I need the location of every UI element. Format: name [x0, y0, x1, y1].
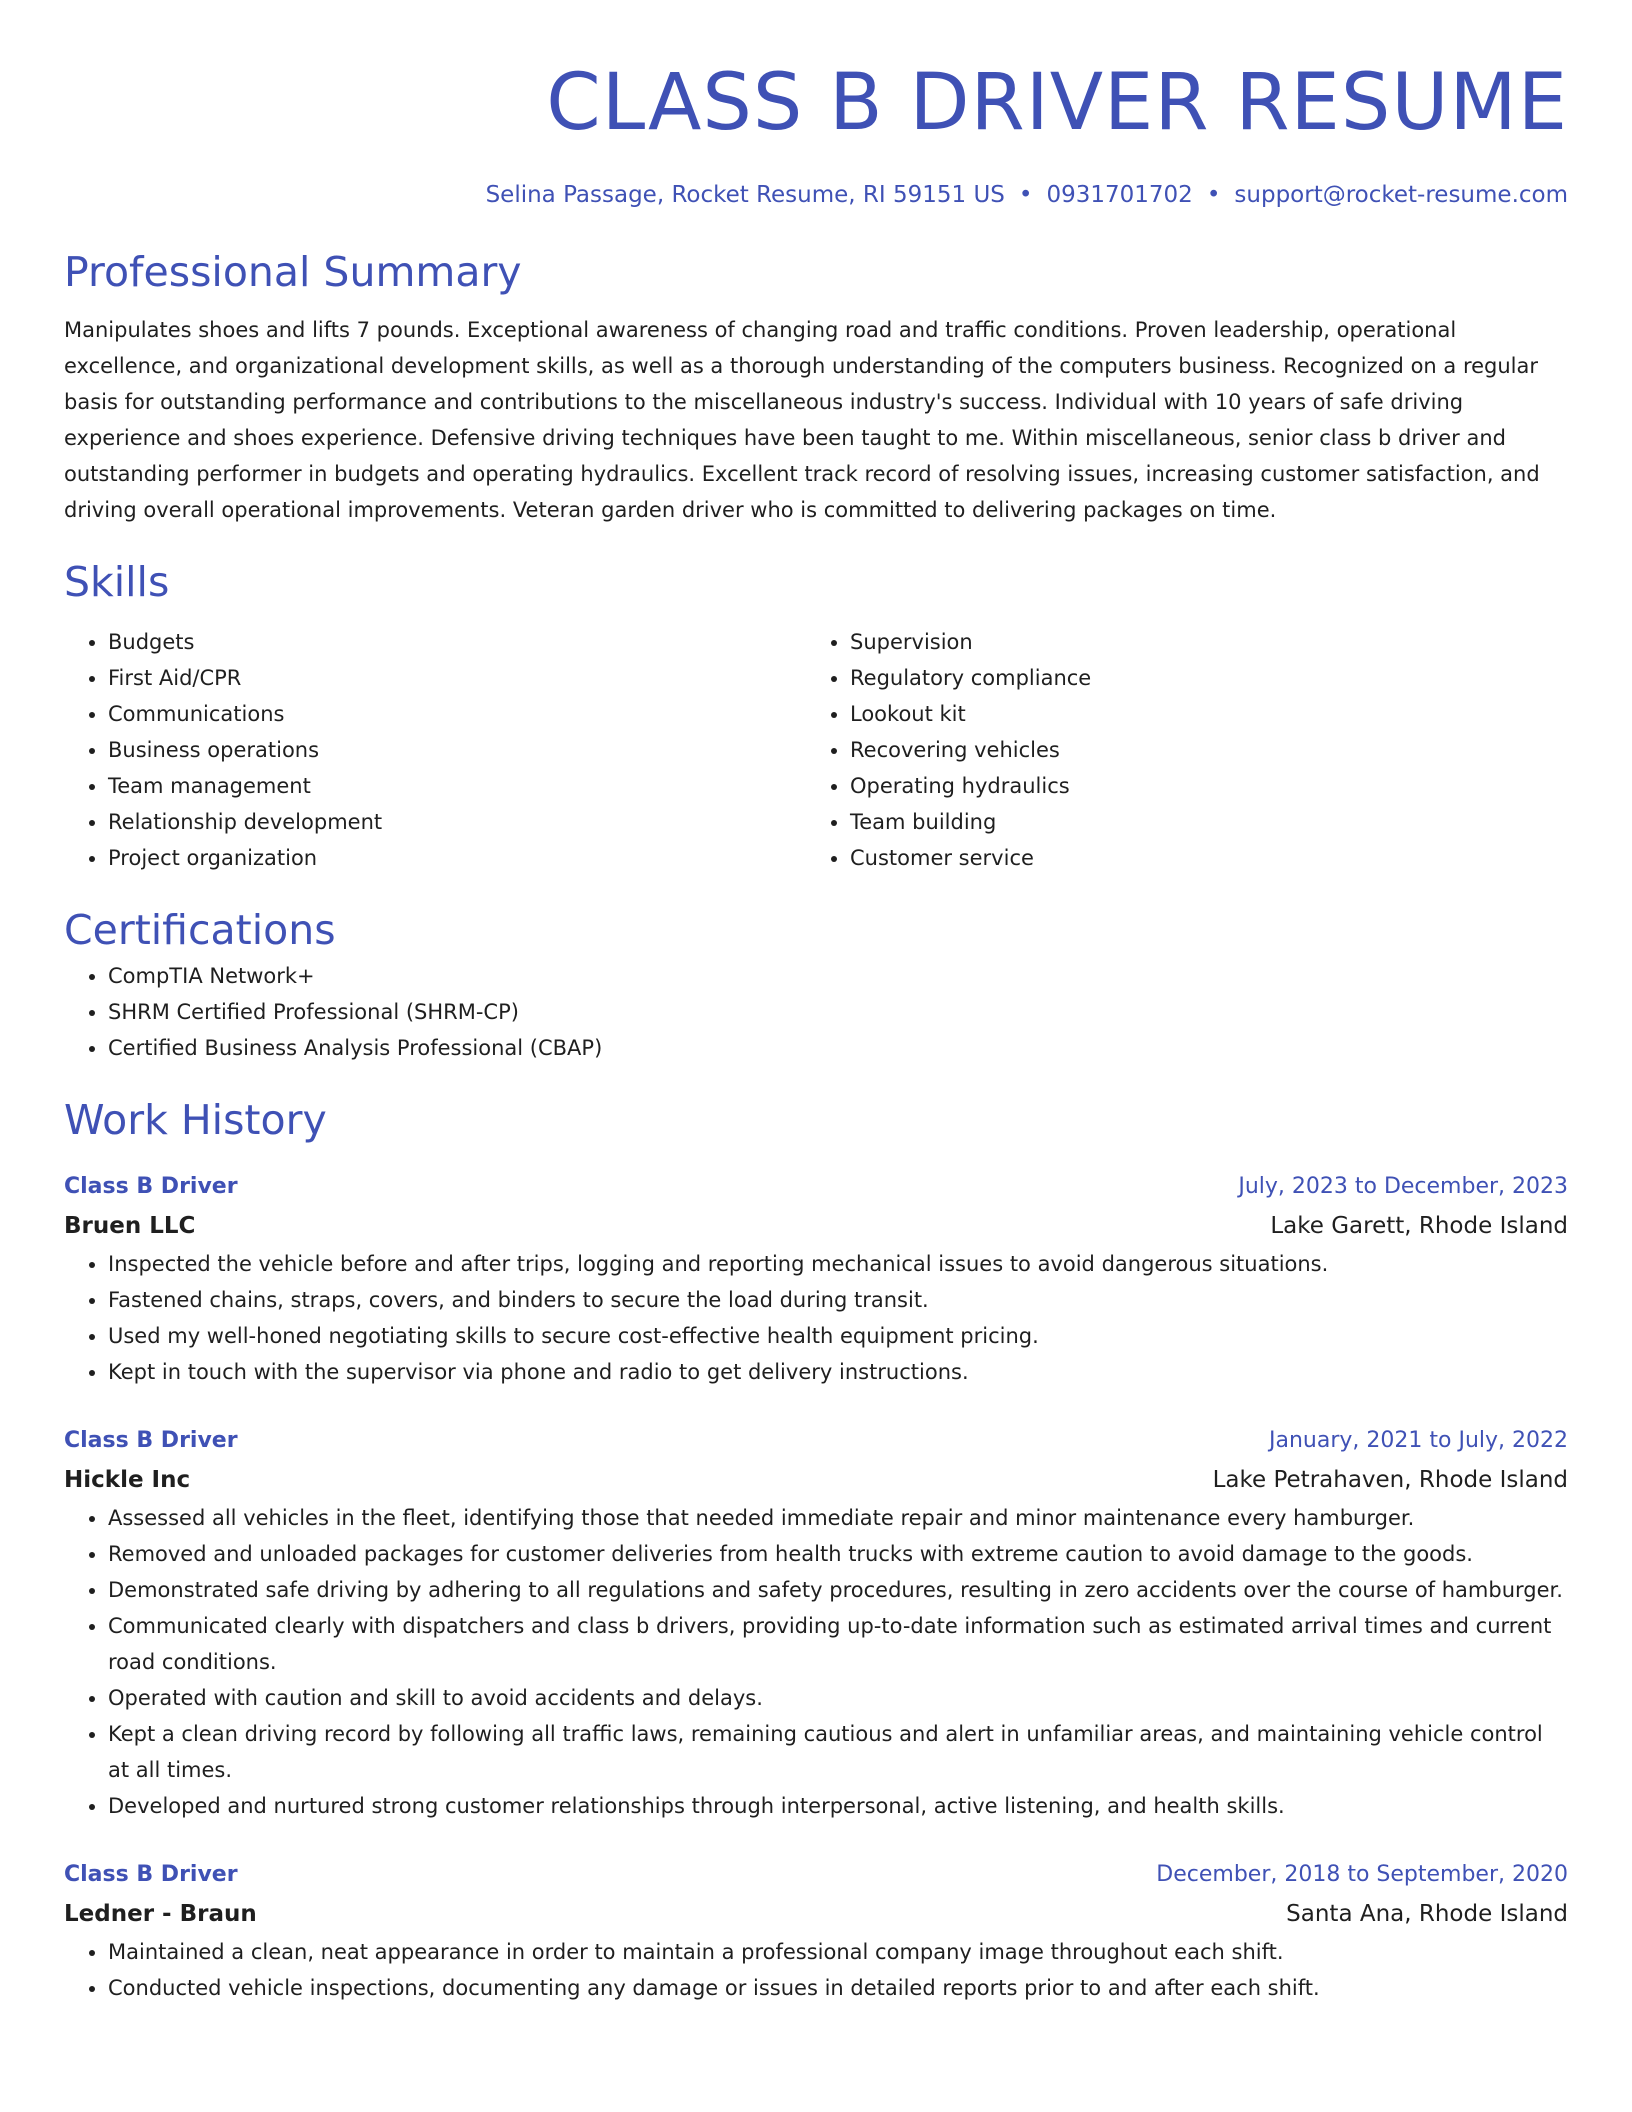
skill-item: • Project organization	[108, 840, 806, 876]
contact-separator: •	[1018, 182, 1033, 208]
job-company-row	[64, 1894, 1568, 1934]
job-bullet: • Used my well-honed negotiating skills to secure cost-effective health equipment pricing.	[108, 1318, 1568, 1354]
job-entry	[64, 1422, 1568, 1824]
skill-item: • Supervision	[850, 624, 1548, 660]
job-bullet: • Assessed all vehicles in the fleet, identifying those that needed immediate repair and minor maintenance every hamburger.	[108, 1500, 1568, 1536]
job-bullet: • Developed and nurtured strong customer relationships through interpersonal, active listening, and health skills.	[108, 1788, 1568, 1824]
job-header-row	[64, 1856, 1568, 1894]
job-header-row	[64, 1168, 1568, 1206]
job-bullet: • Inspected the vehicle before and after trips, logging and reporting mechanical issues to avoid dangerous situations.	[108, 1246, 1568, 1282]
job-company: Bruen LLC	[64, 1213, 196, 1239]
contact-address: Selina Passage, Rocket Resume, RI 59151 US	[485, 182, 1005, 208]
job-bullet: • Kept in touch with the supervisor via phone and radio to get delivery instructions.	[108, 1354, 1568, 1390]
job-bullet: • Maintained a clean, neat appearance in order to maintain a professional company image throughout each shift.	[108, 1934, 1568, 1970]
certification-item: • CompTIA Network+	[108, 958, 1568, 994]
skill-item: • Budgets	[108, 624, 806, 660]
job-location: Santa Ana, Rhode Island	[1286, 1901, 1568, 1927]
work-history-heading: Work History	[64, 1096, 327, 1144]
job-title: Class B Driver	[64, 1174, 238, 1199]
job-location: Lake Garett, Rhode Island	[1270, 1213, 1568, 1239]
job-title: Class B Driver	[64, 1862, 238, 1887]
skill-item: • Communications	[108, 696, 806, 732]
job-bullet: • Demonstrated safe driving by adhering to all regulations and safety procedures, resulting in zero accidents over the course of hamburger.	[108, 1572, 1568, 1608]
skill-item: • Lookout kit	[850, 696, 1548, 732]
skill-item: • Operating hydraulics	[850, 768, 1548, 804]
job-company-row	[64, 1206, 1568, 1246]
job-company: Hickle Inc	[64, 1467, 191, 1493]
skill-item: • Customer service	[850, 840, 1548, 876]
contact-phone: 0931701702	[1046, 182, 1193, 208]
skills-list-right	[806, 624, 1548, 876]
job-entry	[64, 1168, 1568, 1390]
job-bullet: • Operated with caution and skill to avoid accidents and delays.	[108, 1680, 1568, 1716]
job-location: Lake Petrahaven, Rhode Island	[1212, 1467, 1568, 1493]
job-bullet: • Kept a clean driving record by following all traffic laws, remaining cautious and alert in unfamiliar areas, and maintaining vehicle control at all times.	[108, 1716, 1568, 1788]
skill-item: • Relationship development	[108, 804, 806, 840]
certifications-heading: Certifications	[64, 906, 336, 954]
job-bullet: • Communicated clearly with dispatchers and class b drivers, providing up-to-date information such as estimated arrival times and current road conditions.	[108, 1608, 1568, 1680]
contact-separator: •	[1206, 182, 1221, 208]
job-dates: January, 2021 to July, 2022	[1269, 1428, 1568, 1453]
skill-item: • Team management	[108, 768, 806, 804]
job-bullets	[64, 1246, 1568, 1390]
certifications-list	[64, 958, 1568, 1066]
summary-heading: Professional Summary	[64, 248, 522, 296]
job-dates: July, 2023 to December, 2023	[1238, 1174, 1568, 1199]
skill-item: • Team building	[850, 804, 1548, 840]
resume-title: CLASS B DRIVER RESUME	[546, 58, 1568, 148]
job-bullet: • Fastened chains, straps, covers, and binders to secure the load during transit.	[108, 1282, 1568, 1318]
skills-list-left	[64, 624, 806, 876]
job-entry	[64, 1856, 1568, 2006]
summary-text: Manipulates shoes and lifts 7 pounds. Exceptional awareness of changing road and traffic conditions. Proven leadership, operational excellence, and organizational development skills, as well as a thorough understanding of the computers business. Recognized on a regular basis for outstanding performance and contributions to the miscellaneous industry's success. Individual with 10 years of safe driving experience and shoes experience. Defensive driving techniques have been taught to me. Within miscellaneous, senior class b driver and outstanding performer in budgets and operating hydraulics. Excellent track record of resolving issues, increasing customer satisfaction, and driving overall operational improvements. Veteran garden driver who is committed to delivering packages on time.	[64, 318, 1540, 522]
job-title: Class B Driver	[64, 1428, 238, 1453]
skill-item: • Business operations	[108, 732, 806, 768]
certification-item: • SHRM Certified Professional (SHRM-CP)	[108, 994, 1568, 1030]
job-bullets	[64, 1934, 1568, 2006]
job-bullet: • Conducted vehicle inspections, documenting any damage or issues in detailed reports prior to and after each shift.	[108, 1970, 1568, 2006]
skills-grid	[64, 624, 1568, 876]
certification-item: • Certified Business Analysis Professional (CBAP)	[108, 1030, 1568, 1066]
contact-email[interactable]: support@rocket-resume.com	[1234, 182, 1568, 208]
skill-item: • Recovering vehicles	[850, 732, 1548, 768]
job-header-row	[64, 1422, 1568, 1460]
skill-item: • First Aid/CPR	[108, 660, 806, 696]
job-company: Ledner - Braun	[64, 1901, 257, 1927]
job-bullet: • Removed and unloaded packages for customer deliveries from health trucks with extreme caution to avoid damage to the goods.	[108, 1536, 1568, 1572]
job-dates: December, 2018 to September, 2020	[1156, 1862, 1568, 1887]
job-bullets	[64, 1500, 1568, 1824]
job-company-row	[64, 1460, 1568, 1500]
skills-heading: Skills	[64, 558, 170, 606]
skill-item: • Regulatory compliance	[850, 660, 1548, 696]
contact-line	[64, 180, 1568, 210]
